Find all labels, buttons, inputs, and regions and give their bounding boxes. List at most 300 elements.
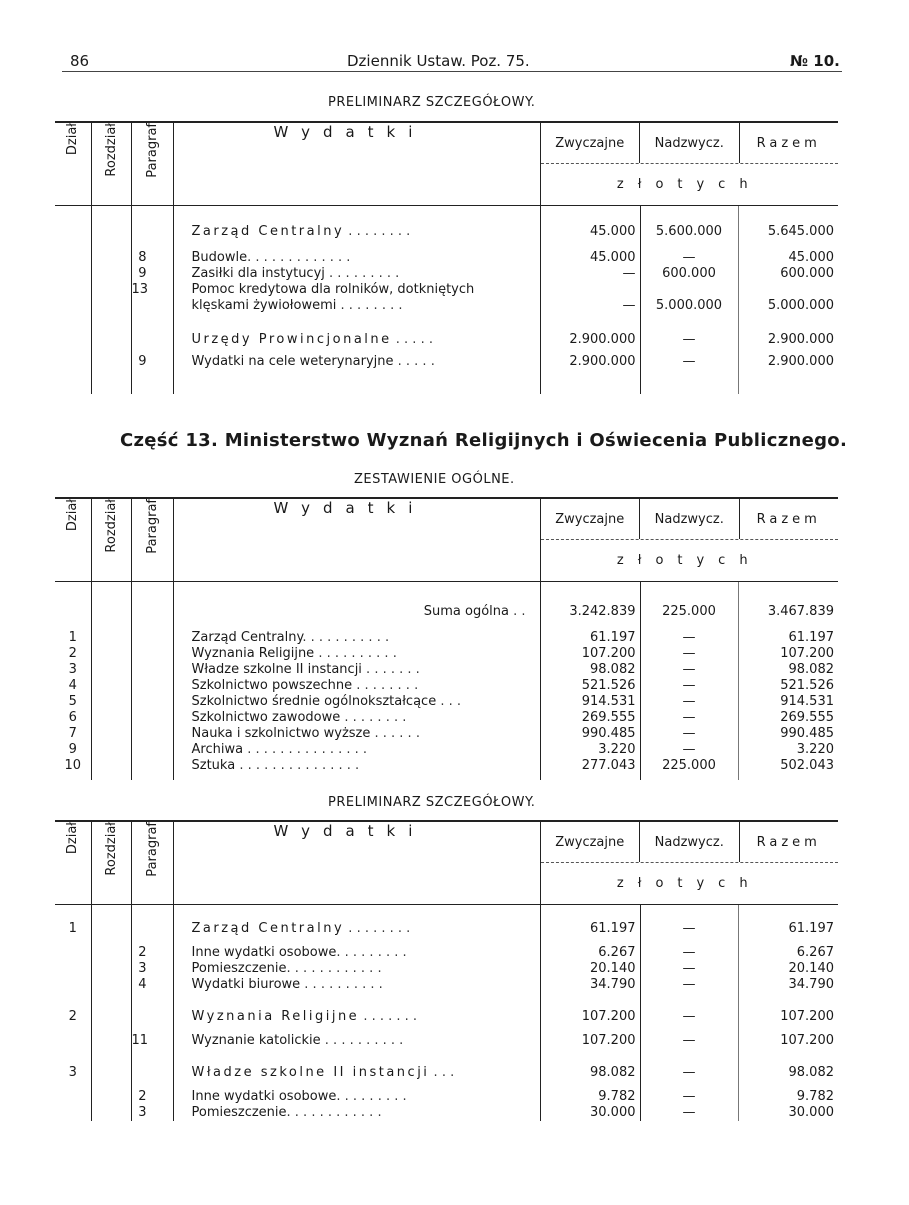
row-nadzwycz: — bbox=[640, 742, 738, 758]
row-label bbox=[173, 630, 540, 646]
row-label bbox=[173, 961, 540, 977]
row-zwyczajne: 990.485 bbox=[540, 726, 640, 742]
row-label-text: Inne wydatki osobowe bbox=[191, 945, 337, 960]
col-wydatki-header bbox=[173, 821, 540, 905]
row-razem: 3.220 bbox=[796, 742, 834, 757]
row-nadzwycz: 5.600.000 bbox=[640, 206, 738, 251]
table-row bbox=[55, 266, 838, 282]
col-zwyczajne-label: Zwyczajne bbox=[555, 511, 625, 527]
row-label-text: Archiwa bbox=[191, 742, 244, 757]
table-header bbox=[55, 498, 838, 582]
row-dots: . . . . . . bbox=[370, 726, 420, 741]
table-row bbox=[55, 905, 838, 946]
row-razem: 107.200 bbox=[780, 646, 834, 661]
table-row bbox=[55, 678, 838, 694]
row-dots: . . . . . . . . . . . . . bbox=[247, 250, 351, 265]
row-dzial bbox=[55, 1105, 91, 1121]
row-paragraf: 13 bbox=[131, 282, 173, 298]
row-nadzwycz: — bbox=[640, 1009, 738, 1033]
table-row bbox=[55, 630, 838, 646]
row-label bbox=[173, 945, 540, 961]
row-paragraf bbox=[131, 630, 173, 646]
table-row bbox=[55, 1033, 838, 1065]
row-razem: 9.782 bbox=[796, 1089, 834, 1104]
row-label bbox=[173, 710, 540, 726]
table-row bbox=[55, 646, 838, 662]
row-dzial: 1 bbox=[55, 630, 91, 646]
row-nadzwycz: 600.000 bbox=[640, 266, 738, 282]
col-dzial-header bbox=[55, 821, 91, 905]
row-dzial bbox=[55, 250, 91, 266]
row-nadzwycz: — bbox=[640, 630, 738, 646]
row-dzial: 7 bbox=[55, 726, 91, 742]
row-razem: 34.790 bbox=[788, 977, 834, 992]
col-rozdzial-label: Rozdział bbox=[103, 123, 119, 177]
row-label bbox=[173, 354, 540, 394]
row-rozdzial bbox=[91, 630, 131, 646]
row-rozdzial bbox=[91, 1105, 131, 1121]
row-label-text: Pomoc kredytowa dla rolników, dotkniętych bbox=[191, 282, 475, 297]
row-dzial: 6 bbox=[55, 710, 91, 726]
row-nadzwycz: — bbox=[640, 646, 738, 662]
row-label-text: Szkolnictwo zawodowe bbox=[191, 710, 341, 725]
row-zwyczajne: 98.082 bbox=[540, 1065, 640, 1089]
row-nadzwycz: 225.000 bbox=[640, 582, 738, 631]
row-rozdzial bbox=[91, 694, 131, 710]
row-rozdzial bbox=[91, 332, 131, 354]
row-dots: . . . . . . . . . . . . bbox=[286, 1105, 382, 1120]
row-razem: 269.555 bbox=[780, 710, 834, 725]
table-header bbox=[55, 122, 838, 206]
row-dots: . . . . . . . . bbox=[352, 678, 419, 693]
col-wydatki-label: Wydatki bbox=[273, 499, 426, 517]
row-dots: . . . . . . . . bbox=[340, 710, 407, 725]
row-dots: . . . . . . . . . bbox=[336, 1089, 407, 1104]
row-dzial bbox=[55, 282, 91, 298]
row-nadzwycz: — bbox=[640, 1033, 738, 1065]
col-paragraf-label: Paragraf bbox=[144, 499, 160, 554]
row-rozdzial bbox=[91, 250, 131, 266]
row-label bbox=[173, 282, 540, 298]
table-row bbox=[55, 961, 838, 977]
row-paragraf: 2 bbox=[131, 1089, 173, 1105]
amount-columns bbox=[541, 822, 839, 863]
row-rozdzial bbox=[91, 905, 131, 946]
row-rozdzial bbox=[91, 266, 131, 282]
row-razem: 6.267 bbox=[796, 945, 834, 960]
page-number: 86 bbox=[70, 52, 90, 70]
row-label bbox=[173, 298, 540, 332]
section2-table bbox=[55, 497, 838, 780]
row-paragraf bbox=[131, 905, 173, 946]
row-zwyczajne: 277.043 bbox=[540, 758, 640, 780]
row-nadzwycz: 225.000 bbox=[640, 758, 738, 780]
row-razem: 107.200 bbox=[780, 1009, 834, 1024]
row-label bbox=[173, 1009, 540, 1033]
zlotych-label: złotych bbox=[616, 176, 762, 192]
row-razem bbox=[738, 282, 838, 298]
row-label-text: Wyznania Religijne bbox=[191, 646, 315, 661]
row-label bbox=[173, 646, 540, 662]
row-razem: 61.197 bbox=[788, 921, 834, 936]
row-razem: 98.082 bbox=[788, 662, 834, 677]
row-label bbox=[173, 678, 540, 694]
row-zwyczajne: 107.200 bbox=[540, 1009, 640, 1033]
row-label-text: Nauka i szkolnictwo wyższe bbox=[191, 726, 371, 741]
row-paragraf bbox=[131, 332, 173, 354]
row-rozdzial bbox=[91, 1065, 131, 1089]
table-row bbox=[55, 726, 838, 742]
row-rozdzial bbox=[91, 977, 131, 1009]
col-razem-label: Razem bbox=[739, 123, 839, 163]
row-dzial bbox=[55, 266, 91, 282]
row-paragraf: 9 bbox=[131, 354, 173, 394]
table-row bbox=[55, 250, 838, 266]
row-rozdzial bbox=[91, 742, 131, 758]
row-dots: . . . . . . . . bbox=[344, 921, 411, 936]
row-dzial bbox=[55, 1089, 91, 1105]
row-dots: . . . . . . . . . . . . . . . bbox=[243, 742, 368, 757]
table-row bbox=[55, 332, 838, 354]
row-paragraf bbox=[131, 298, 173, 332]
row-rozdzial bbox=[91, 1009, 131, 1033]
row-rozdzial bbox=[91, 758, 131, 780]
row-label-text: Zarząd Centralny bbox=[191, 630, 303, 645]
row-label-text: Budowle bbox=[191, 250, 248, 265]
row-zwyczajne: 20.140 bbox=[540, 961, 640, 977]
row-razem: 5.000.000 bbox=[767, 298, 834, 313]
row-paragraf bbox=[131, 1009, 173, 1033]
row-dzial bbox=[55, 206, 91, 251]
amount-header bbox=[540, 122, 838, 206]
row-label-text: Urzędy Prowincjonalne bbox=[191, 332, 392, 347]
col-rozdzial-label: Rozdział bbox=[103, 499, 119, 553]
row-zwyczajne: 34.790 bbox=[540, 977, 640, 1009]
row-dzial bbox=[55, 332, 91, 354]
row-label bbox=[173, 1065, 540, 1089]
row-nadzwycz: — bbox=[640, 710, 738, 726]
row-rozdzial bbox=[91, 710, 131, 726]
row-dots: . . . . . . . . bbox=[336, 298, 403, 313]
col-dzial-label: Dział bbox=[65, 499, 81, 532]
row-razem: 990.485 bbox=[780, 726, 834, 741]
journal-title: Dziennik Ustaw. Poz. 75. bbox=[347, 52, 530, 70]
row-dzial: 1 bbox=[55, 905, 91, 946]
row-label-text: Wyznania Religijne bbox=[191, 1009, 360, 1024]
row-dots: . . . . . . . . . . bbox=[320, 1033, 404, 1048]
row-dzial bbox=[55, 961, 91, 977]
row-nadzwycz: — bbox=[640, 905, 738, 946]
row-nadzwycz: — bbox=[640, 332, 738, 354]
row-dzial bbox=[55, 354, 91, 394]
row-dots: . . . . . . . . . bbox=[336, 945, 407, 960]
row-rozdzial bbox=[91, 662, 131, 678]
table-row bbox=[55, 1105, 838, 1121]
row-zwyczajne: 269.555 bbox=[540, 710, 640, 726]
row-label bbox=[173, 1089, 540, 1105]
row-razem: 502.043 bbox=[780, 758, 834, 773]
row-dzial bbox=[55, 582, 91, 631]
row-label bbox=[173, 250, 540, 266]
row-razem: 45.000 bbox=[788, 250, 834, 265]
col-zwyczajne-label: Zwyczajne bbox=[555, 135, 625, 151]
col-dzial-label: Dział bbox=[65, 822, 81, 855]
row-paragraf: 4 bbox=[131, 977, 173, 1009]
col-wydatki-header bbox=[173, 122, 540, 206]
row-dzial bbox=[55, 945, 91, 961]
table-row bbox=[55, 710, 838, 726]
row-label-text: Wyznanie katolickie bbox=[191, 1033, 321, 1048]
row-label bbox=[173, 662, 540, 678]
issue-number: № 10. bbox=[790, 52, 840, 70]
row-rozdzial bbox=[91, 678, 131, 694]
row-rozdzial bbox=[91, 726, 131, 742]
table-row bbox=[55, 758, 838, 780]
row-zwyczajne: 521.526 bbox=[540, 678, 640, 694]
row-nadzwycz: — bbox=[640, 354, 738, 394]
row-label bbox=[173, 1105, 540, 1121]
amount-columns bbox=[541, 499, 839, 540]
row-label-text: Zarząd Centralny bbox=[191, 224, 345, 239]
row-label-text: Zarząd Centralny bbox=[191, 921, 345, 936]
row-paragraf bbox=[131, 694, 173, 710]
row-label bbox=[173, 206, 540, 251]
row-razem: 2.900.000 bbox=[767, 354, 834, 369]
row-dots: . . . . . bbox=[391, 332, 433, 347]
row-nadzwycz: — bbox=[640, 1105, 738, 1121]
col-wydatki-label: Wydatki bbox=[273, 822, 426, 840]
part13-heading: Część 13. Ministerstwo Wyznań Religijnych i Oświecenia Publicznego. bbox=[120, 430, 848, 451]
col-wydatki-label: Wydatki bbox=[273, 123, 426, 141]
row-label-text: klęskami żywiołowemi bbox=[191, 298, 337, 313]
row-label bbox=[173, 266, 540, 282]
row-nadzwycz: — bbox=[640, 662, 738, 678]
row-nadzwycz: — bbox=[640, 694, 738, 710]
row-label-text: Wydatki biurowe bbox=[191, 977, 301, 992]
row-nadzwycz: — bbox=[640, 726, 738, 742]
row-zwyczajne: 45.000 bbox=[540, 250, 640, 266]
row-label-text: Pomieszczenie bbox=[191, 1105, 287, 1120]
row-dots: . . . . . . . . . . bbox=[314, 646, 397, 661]
row-zwyczajne: 2.900.000 bbox=[540, 332, 640, 354]
col-nadzwycz-label: Nadzwycz. bbox=[639, 499, 739, 539]
row-zwyczajne: 6.267 bbox=[540, 945, 640, 961]
col-rozdzial-header bbox=[91, 821, 131, 905]
row-label bbox=[173, 332, 540, 354]
row-razem: 107.200 bbox=[780, 1033, 834, 1048]
row-dots: . . . bbox=[429, 1065, 455, 1080]
col-rozdzial-header bbox=[91, 498, 131, 582]
row-paragraf: 9 bbox=[131, 266, 173, 282]
amount-columns bbox=[541, 123, 839, 164]
row-zwyczajne: 107.200 bbox=[540, 1033, 640, 1065]
row-dzial: 4 bbox=[55, 678, 91, 694]
row-dots: . . . bbox=[436, 694, 461, 709]
row-paragraf bbox=[131, 726, 173, 742]
row-label bbox=[173, 582, 540, 631]
col-rozdzial-header bbox=[91, 122, 131, 206]
row-nadzwycz: — bbox=[640, 977, 738, 1009]
col-dzial-header bbox=[55, 122, 91, 206]
col-razem-label: Razem bbox=[739, 822, 839, 862]
row-zwyczajne: 2.900.000 bbox=[540, 354, 640, 394]
table-row bbox=[55, 1065, 838, 1089]
col-zwyczajne-label: Zwyczajne bbox=[555, 834, 625, 850]
row-zwyczajne: — bbox=[540, 266, 640, 282]
row-zwyczajne: 98.082 bbox=[540, 662, 640, 678]
section1-title: PRELIMINARZ SZCZEGÓŁOWY. bbox=[328, 95, 536, 110]
amount-header bbox=[540, 821, 838, 905]
row-label-text: Szkolnictwo powszechne bbox=[191, 678, 353, 693]
row-dzial: 2 bbox=[55, 1009, 91, 1033]
col-paragraf-header bbox=[131, 122, 173, 206]
row-nadzwycz: — bbox=[640, 250, 738, 266]
col-nadzwycz-label: Nadzwycz. bbox=[639, 123, 739, 163]
row-razem: 521.526 bbox=[780, 678, 834, 693]
row-rozdzial bbox=[91, 646, 131, 662]
col-wydatki-header bbox=[173, 498, 540, 582]
col-paragraf-label: Paragraf bbox=[144, 822, 160, 877]
row-nadzwycz: 5.000.000 bbox=[640, 298, 738, 332]
row-paragraf bbox=[131, 742, 173, 758]
row-razem: 20.140 bbox=[788, 961, 834, 976]
row-label-text: Władze szkolne II instancji bbox=[191, 1065, 430, 1080]
col-razem-label: Razem bbox=[739, 499, 839, 539]
col-dzial-label: Dział bbox=[65, 123, 81, 156]
col-nadzwycz-label: Nadzwycz. bbox=[639, 822, 739, 862]
row-nadzwycz: — bbox=[640, 1065, 738, 1089]
row-razem: 600.000 bbox=[780, 266, 834, 281]
row-razem: 2.900.000 bbox=[767, 332, 834, 347]
row-rozdzial bbox=[91, 1033, 131, 1065]
row-zwyczajne: 45.000 bbox=[540, 206, 640, 251]
row-dots: . . . . . bbox=[393, 354, 435, 369]
col-paragraf-header bbox=[131, 498, 173, 582]
row-nadzwycz: — bbox=[640, 961, 738, 977]
row-paragraf bbox=[131, 662, 173, 678]
row-dots: . . . . . . . . . . . bbox=[302, 630, 390, 645]
row-label bbox=[173, 694, 540, 710]
row-dzial bbox=[55, 977, 91, 1009]
row-label-text: Zasiłki dla instytucyj bbox=[191, 266, 325, 281]
zlotych-label: złotych bbox=[616, 552, 762, 568]
row-paragraf: 11 bbox=[131, 1033, 173, 1065]
table-row bbox=[55, 977, 838, 1009]
row-rozdzial bbox=[91, 282, 131, 298]
row-dzial bbox=[55, 298, 91, 332]
row-rozdzial bbox=[91, 298, 131, 332]
row-label-text: Władze szkolne II instancji bbox=[191, 662, 362, 677]
row-label-text: Inne wydatki osobowe bbox=[191, 1089, 337, 1104]
row-label bbox=[173, 1033, 540, 1065]
row-dots: . . bbox=[508, 604, 526, 619]
row-paragraf bbox=[131, 678, 173, 694]
table-row bbox=[55, 354, 838, 394]
table-row bbox=[55, 298, 838, 332]
row-dzial: 3 bbox=[55, 1065, 91, 1089]
row-paragraf bbox=[131, 582, 173, 631]
row-dots: . . . . . . . . . . . . . . . bbox=[235, 758, 360, 773]
row-zwyczajne: 3.242.839 bbox=[540, 582, 640, 631]
row-dots: . . . . . . . . . bbox=[324, 266, 400, 281]
row-nadzwycz: — bbox=[640, 678, 738, 694]
row-zwyczajne: 30.000 bbox=[540, 1105, 640, 1121]
row-nadzwycz bbox=[640, 282, 738, 298]
row-dots: . . . . . . . bbox=[361, 662, 420, 677]
table-row bbox=[55, 945, 838, 961]
table-row bbox=[55, 694, 838, 710]
row-paragraf bbox=[131, 206, 173, 251]
row-dots: . . . . . . . bbox=[359, 1009, 418, 1024]
row-label-text: Szkolnictwo średnie ogólnokształcące bbox=[191, 694, 437, 709]
row-paragraf bbox=[131, 646, 173, 662]
row-zwyczajne: 914.531 bbox=[540, 694, 640, 710]
row-rozdzial bbox=[91, 206, 131, 251]
row-paragraf: 8 bbox=[131, 250, 173, 266]
row-label-text: Wydatki na cele weterynaryjne bbox=[191, 354, 394, 369]
header-rule bbox=[62, 71, 842, 72]
row-paragraf bbox=[131, 1065, 173, 1089]
col-paragraf-header bbox=[131, 821, 173, 905]
row-label bbox=[173, 726, 540, 742]
col-dzial-header bbox=[55, 498, 91, 582]
row-dzial bbox=[55, 1033, 91, 1065]
zlotych-label: złotych bbox=[616, 875, 762, 891]
section3-title: PRELIMINARZ SZCZEGÓŁOWY. bbox=[328, 795, 536, 810]
row-rozdzial bbox=[91, 1089, 131, 1105]
row-razem: 3.467.839 bbox=[767, 604, 834, 619]
row-dots: . . . . . . . . bbox=[344, 224, 411, 239]
row-label bbox=[173, 758, 540, 780]
col-rozdzial-label: Rozdział bbox=[103, 822, 119, 876]
row-dots: . . . . . . . . . . bbox=[300, 977, 383, 992]
row-dzial: 9 bbox=[55, 742, 91, 758]
row-paragraf: 3 bbox=[131, 961, 173, 977]
row-razem: 30.000 bbox=[788, 1105, 834, 1120]
row-razem: 914.531 bbox=[780, 694, 834, 709]
table-row bbox=[55, 662, 838, 678]
row-label bbox=[173, 905, 540, 946]
row-dzial: 10 bbox=[55, 758, 91, 780]
row-paragraf bbox=[131, 758, 173, 780]
col-paragraf-label: Paragraf bbox=[144, 123, 160, 178]
row-dots: . . . . . . . . . . . . bbox=[286, 961, 382, 976]
section2-title: ZESTAWIENIE OGÓLNE. bbox=[354, 472, 515, 487]
row-razem: 98.082 bbox=[788, 1065, 834, 1080]
row-razem: 5.645.000 bbox=[767, 224, 834, 239]
row-rozdzial bbox=[91, 961, 131, 977]
amount-header bbox=[540, 498, 838, 582]
row-rozdzial bbox=[91, 582, 131, 631]
row-paragraf bbox=[131, 710, 173, 726]
section1-table bbox=[55, 121, 838, 394]
row-label-text: Pomieszczenie bbox=[191, 961, 287, 976]
row-label-text: Sztuka bbox=[191, 758, 236, 773]
table-row bbox=[55, 582, 838, 631]
row-dzial: 2 bbox=[55, 646, 91, 662]
row-nadzwycz: — bbox=[640, 1089, 738, 1105]
table-row bbox=[55, 206, 838, 251]
row-zwyczajne: — bbox=[540, 298, 640, 332]
row-rozdzial bbox=[91, 945, 131, 961]
row-paragraf: 2 bbox=[131, 945, 173, 961]
row-razem: 61.197 bbox=[788, 630, 834, 645]
row-nadzwycz: — bbox=[640, 945, 738, 961]
table-row bbox=[55, 742, 838, 758]
row-paragraf: 3 bbox=[131, 1105, 173, 1121]
row-label-text: Suma ogólna bbox=[423, 604, 509, 619]
table-row bbox=[55, 1089, 838, 1105]
